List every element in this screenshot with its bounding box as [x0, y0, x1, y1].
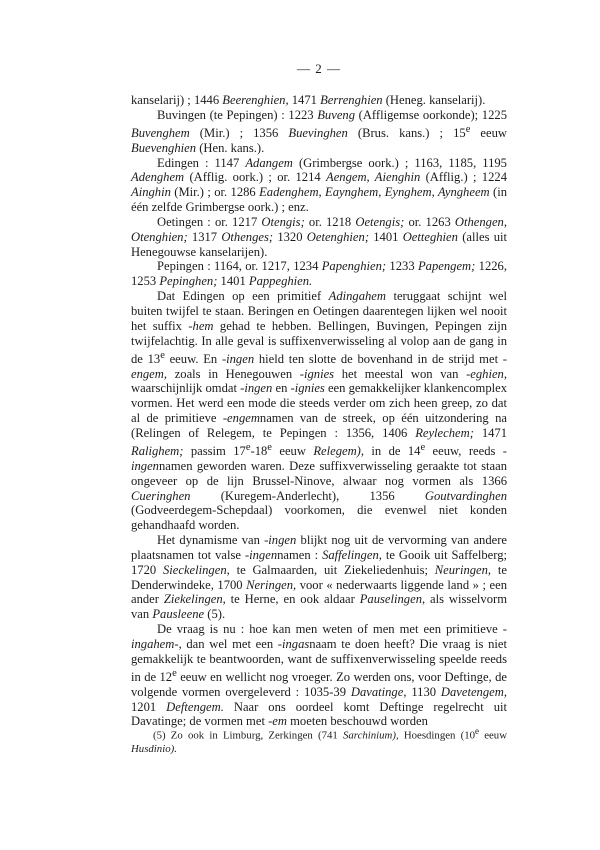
paragraph: Het dynamisme van -ingen blijkt nog uit de vervorming van andere plaatsnamen tot valse -ingennamen : Saffelingen, te Gooik uit Saffelberg; 1720 Sieckelingen, te Galmaarden, uit Ziekeliedenhuis; Neuringen, te Denderwindeke, 1700 Neringen, voor « nederwaarts liggende land » ; een ander Ziekelingen, te Herne, en ook aldaar Pauselingen, als wisselvorm van Pausleene (5).: [131, 533, 508, 622]
paragraph: Pepingen : 1164, or. 1217, 1234 Papenghien; 1233 Papengem; 1226, 1253 Pepinghen; 1401 Pappeghien.: [131, 259, 508, 289]
paragraph: Edingen : 1147 Adangem (Grimbergse oork.) ; 1163, 1185, 1195 Adenghem (Afflig. oork.) ; or. 1214 Aengem, Aienghin (Afflig.) ; 1224 Ainghin (Mir.) ; or. 1286 Eadenghem, Eaynghem, Eynghem, Ayngheem (in één zelfde Grimbergse oork.) ; enz.: [131, 155, 507, 215]
paragraph: Oetingen : or. 1217 Otengis; or. 1218 Oetengis; or. 1263 Othengen, Otenghien; 1317 Othenges; 1320 Oetenghien; 1401 Oetteghien (alles uit Henegouwse kanselarijen).: [131, 214, 508, 259]
page-number: — 2 —: [297, 61, 341, 76]
paragraph: De vraag is nu : hoe kan men weten of men met een primitieve -ingahem-, dan wel met een -ingasnaam te doen heeft? Die vraag is niet gemakkelijk te beantwoorden, want de suffixenverwisseling speelde reeds in de 12e eeuw en wellicht nog vroeger. Zo werden ons, voor Deftinge, de volgende vormen overgeleverd : 1035-39 Davatinge, 1130 Davetengem, 1201 Deftengem. Naar ons oordeel komt Deftinge regelrecht uit Davatinge; de vormen met -em moeten beschouwd worden: [131, 622, 507, 729]
paragraph: kanselarij) ; 1446 Beerenghien, 1471 Berrenghien (Heneg. kanselarij).: [131, 93, 486, 107]
paragraph: Buvingen (te Pepingen) : 1223 Buveng (Affligemse oorkonde); 1225 Buvenghem (Mir.) ; 1356 Buevinghen (Brus. kans.) ; 15e eeuw Buevenghien (Hen. kans.).: [131, 107, 507, 155]
body-text: [131, 93, 507, 729]
footnote: (5) Zo ook in Limburg, Zerkingen (741 Sarchinium), Hoesdingen (10e eeuw Husdinio).: [131, 726, 507, 756]
paragraph: Dat Edingen op een primitief Adingahem teruggaat schijnt wel buiten twijfel te staan. Beringen en Oetingen daarentegen lijken wel nooit het suffix -hem gehad te hebben. Bellingen, Buvingen, Pepingen zijn twijfelachtig. In alle geval is suffixenverwisseling al volop aan de gang in de 13e eeuw. En -ingen hield ten slotte de bovenhand in de strijd met -engem, zoals in Henegouwen -ignies het meestal won van -eghien, waarschijnlijk omdat -ingen en -ignies een gemakkelijker klankencomplex vormen. Het werd een mode die steeds verder om zich heen greep, zo dat al de primitieve -engemnamen van de streek, op één uitzondering na (Relingen of Relegem, te Pepingen : 1356, 1406 Reylechem; 1471 Ralighem; passim 17e-18e eeuw Relegem), in de 14e eeuw, reeds -ingennamen geworden waren. Deze suffixverwisseling geraakte tot staan ongeveer op de lijn Brussel-Ninove, alwaar nog vormen als 1366 Cueringhen (Kuregem-Anderlecht), 1356 Goutvardinghen (Godveerdegem-Schepdaal) voorkomen, die evenwel niet konden gehandhaafd worden.: [131, 289, 508, 533]
document-page: [131, 0, 507, 850]
